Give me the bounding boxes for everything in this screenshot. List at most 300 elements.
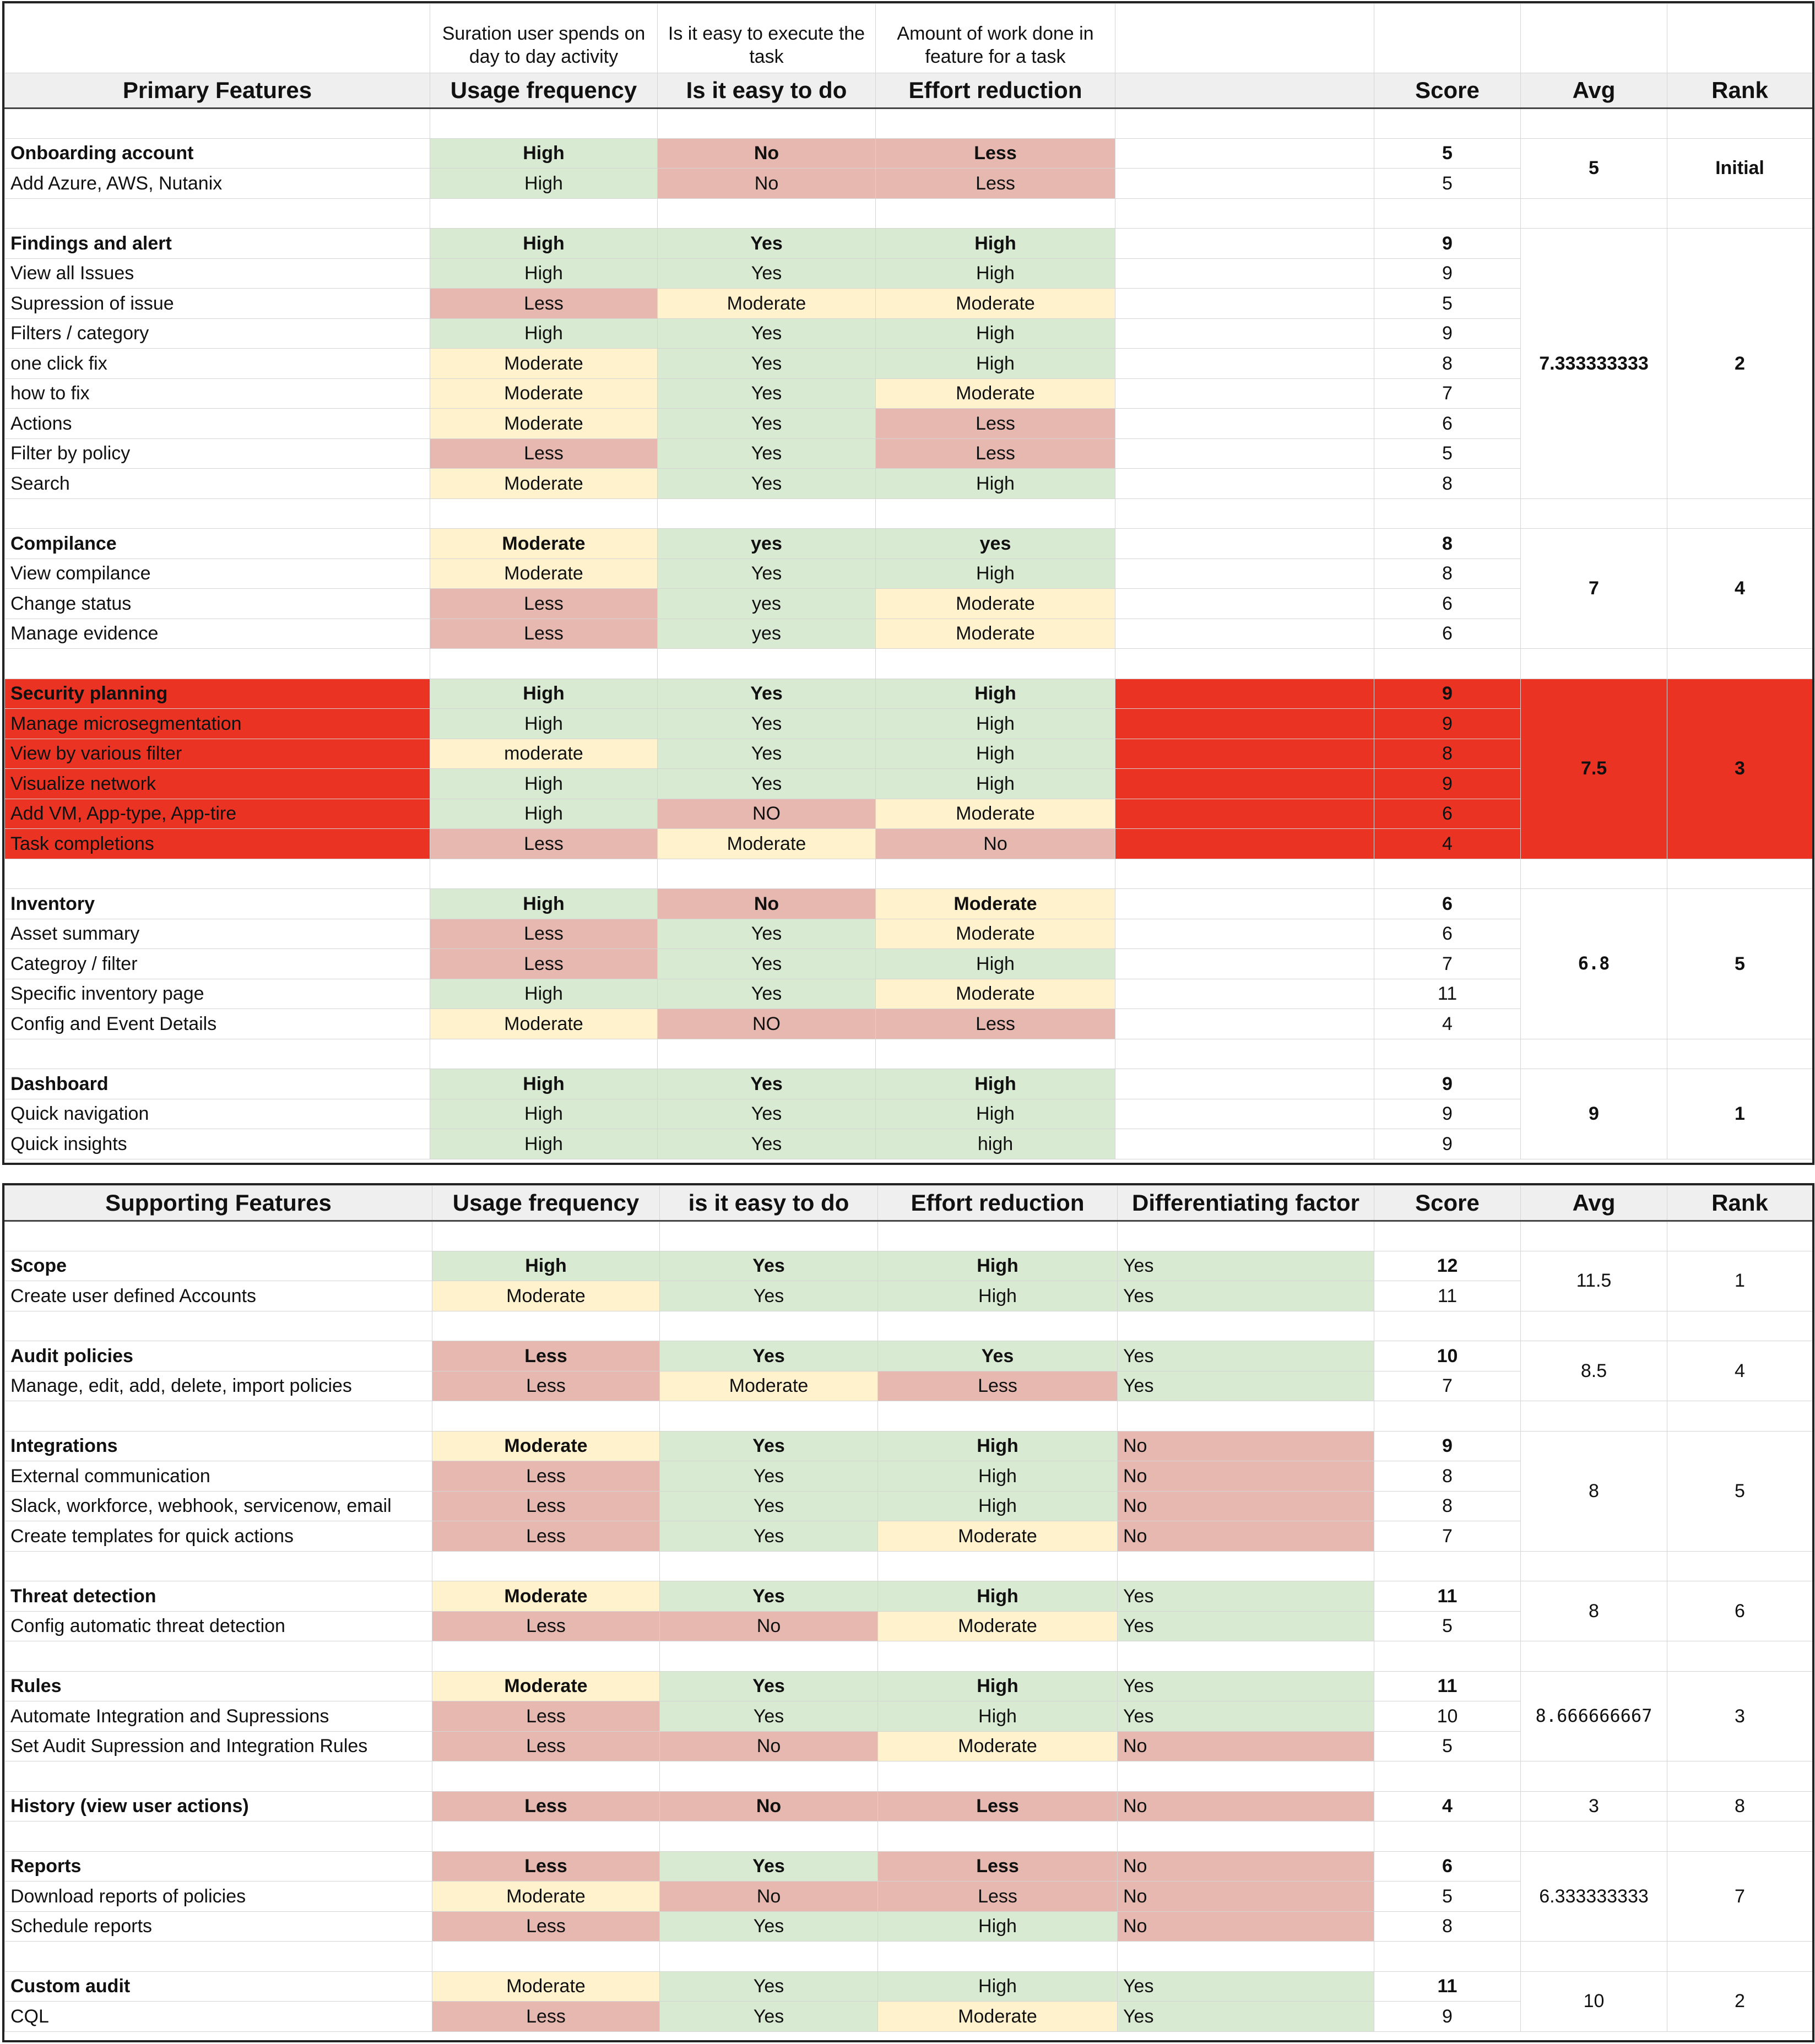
usage-frequency-cell[interactable]: Moderate (430, 559, 658, 589)
effort-reduction-cell[interactable]: High (876, 559, 1115, 589)
effort-reduction-cell[interactable]: Less (878, 1851, 1118, 1882)
empty-cell[interactable] (1667, 1401, 1813, 1432)
empty-cell[interactable] (1115, 258, 1374, 289)
empty-cell[interactable] (1667, 198, 1813, 229)
usage-frequency-cell[interactable]: Less (432, 1461, 660, 1492)
empty-cell[interactable] (1374, 109, 1521, 139)
feature-name[interactable]: Inventory (5, 889, 430, 919)
differentiating-factor-cell[interactable]: No (1118, 1731, 1374, 1761)
feature-name[interactable]: Create user defined Accounts (5, 1281, 432, 1311)
empty-cell[interactable] (658, 109, 876, 139)
usage-frequency-cell[interactable]: Moderate (432, 1882, 660, 1912)
empty-cell[interactable] (1115, 378, 1374, 409)
empty-cell[interactable] (1374, 859, 1521, 889)
empty-cell[interactable] (1667, 1039, 1813, 1069)
avg-cell[interactable]: 6.333333333 (1521, 1851, 1667, 1942)
rank-cell[interactable]: 4 (1667, 1341, 1813, 1401)
effort-reduction-cell[interactable]: Moderate (878, 1731, 1118, 1761)
empty-cell[interactable] (658, 498, 876, 529)
ease-cell[interactable]: Yes (658, 919, 876, 949)
feature-name[interactable]: Visualize network (5, 769, 430, 799)
empty-cell[interactable] (432, 1221, 660, 1251)
feature-name[interactable]: CQL (5, 2002, 432, 2032)
avg-cell[interactable]: 8 (1521, 1581, 1667, 1641)
empty-cell[interactable] (1667, 1551, 1813, 1581)
usage-frequency-cell[interactable]: High (430, 799, 658, 829)
ease-cell[interactable]: Yes (658, 469, 876, 499)
empty-cell[interactable] (1115, 739, 1374, 769)
ease-cell[interactable]: Moderate (660, 1371, 878, 1401)
empty-cell[interactable] (1118, 1761, 1374, 1792)
ease-cell[interactable]: Yes (658, 709, 876, 739)
usage-frequency-cell[interactable]: Moderate (432, 1671, 660, 1701)
ease-cell[interactable]: Yes (660, 2002, 878, 2032)
effort-reduction-cell[interactable]: High (876, 1069, 1115, 1099)
feature-name[interactable]: Reports (5, 1851, 432, 1882)
feature-name[interactable]: Quick navigation (5, 1099, 430, 1129)
ease-cell[interactable]: yes (658, 619, 876, 649)
score-cell[interactable]: 8 (1374, 559, 1521, 589)
effort-reduction-cell[interactable]: Moderate (876, 919, 1115, 949)
empty-cell[interactable] (1115, 979, 1374, 1009)
feature-name[interactable]: Config automatic threat detection (5, 1611, 432, 1641)
empty-cell[interactable] (1667, 649, 1813, 679)
ease-cell[interactable]: Yes (660, 1971, 878, 2002)
effort-reduction-cell[interactable]: Yes (878, 1341, 1118, 1371)
empty-cell[interactable] (1521, 198, 1667, 229)
score-cell[interactable]: 9 (1374, 2002, 1521, 2032)
ease-cell[interactable]: Yes (658, 1069, 876, 1099)
empty-cell[interactable] (1521, 1551, 1667, 1581)
avg-cell[interactable]: 9 (1521, 1069, 1667, 1159)
ease-cell[interactable]: Yes (660, 1281, 878, 1311)
score-cell[interactable]: 5 (1374, 1882, 1521, 1912)
empty-cell[interactable] (1374, 1641, 1521, 1672)
empty-cell[interactable] (1115, 469, 1374, 499)
empty-cell[interactable] (1115, 559, 1374, 589)
empty-cell[interactable] (1374, 198, 1521, 229)
empty-cell[interactable] (1118, 1551, 1374, 1581)
differentiating-factor-cell[interactable]: No (1118, 1882, 1374, 1912)
usage-frequency-cell[interactable]: Less (432, 1701, 660, 1732)
empty-cell[interactable] (1521, 4, 1667, 73)
ease-cell[interactable]: NO (658, 1009, 876, 1039)
empty-cell[interactable] (1115, 529, 1374, 559)
empty-cell[interactable] (5, 4, 430, 73)
usage-frequency-cell[interactable]: Less (430, 949, 658, 979)
feature-name[interactable]: one click fix (5, 349, 430, 379)
rank-cell[interactable]: Initial (1667, 138, 1813, 198)
rank-cell[interactable]: 3 (1667, 1671, 1813, 1761)
rank-cell[interactable]: 2 (1667, 1971, 1813, 2031)
empty-cell[interactable] (658, 198, 876, 229)
effort-reduction-cell[interactable]: Moderate (876, 979, 1115, 1009)
score-cell[interactable]: 9 (1374, 769, 1521, 799)
empty-cell[interactable] (878, 1942, 1118, 1972)
ease-cell[interactable]: Yes (660, 1581, 878, 1612)
empty-cell[interactable] (878, 1551, 1118, 1581)
differentiating-factor-cell[interactable]: No (1118, 1431, 1374, 1461)
column-header[interactable]: Score (1374, 73, 1521, 109)
empty-cell[interactable] (1115, 769, 1374, 799)
empty-cell[interactable] (1521, 859, 1667, 889)
usage-frequency-cell[interactable]: High (430, 318, 658, 349)
feature-name[interactable]: Task completions (5, 829, 430, 859)
empty-cell[interactable] (876, 198, 1115, 229)
effort-reduction-cell[interactable]: High (878, 1701, 1118, 1732)
score-cell[interactable]: 9 (1374, 679, 1521, 709)
empty-cell[interactable] (1667, 498, 1813, 529)
feature-name[interactable]: Set Audit Supression and Integration Rules (5, 1731, 432, 1761)
usage-frequency-cell[interactable]: Moderate (432, 1281, 660, 1311)
usage-frequency-cell[interactable]: Moderate (430, 529, 658, 559)
ease-cell[interactable]: No (658, 169, 876, 199)
rank-cell[interactable]: 6 (1667, 1581, 1813, 1641)
empty-cell[interactable] (5, 498, 430, 529)
empty-cell[interactable] (1115, 859, 1374, 889)
effort-reduction-cell[interactable]: Less (876, 409, 1115, 439)
ease-cell[interactable]: Yes (660, 1521, 878, 1552)
effort-reduction-cell[interactable]: Moderate (876, 589, 1115, 619)
usage-frequency-cell[interactable]: Moderate (432, 1971, 660, 2002)
column-header[interactable]: Effort reduction (876, 73, 1115, 109)
empty-cell[interactable] (1115, 829, 1374, 859)
empty-cell[interactable] (878, 1311, 1118, 1341)
score-cell[interactable]: 11 (1374, 1281, 1521, 1311)
usage-frequency-cell[interactable]: Moderate (430, 409, 658, 439)
avg-cell[interactable]: 8.666666667 (1521, 1671, 1667, 1761)
ease-cell[interactable]: Yes (658, 769, 876, 799)
feature-name[interactable]: Add Azure, AWS, Nutanix (5, 169, 430, 199)
usage-frequency-cell[interactable]: Moderate (430, 349, 658, 379)
empty-cell[interactable] (1521, 1221, 1667, 1251)
usage-frequency-cell[interactable]: Less (430, 619, 658, 649)
ease-cell[interactable]: Yes (660, 1851, 878, 1882)
empty-cell[interactable] (1374, 1311, 1521, 1341)
feature-name[interactable]: Categroy / filter (5, 949, 430, 979)
score-cell[interactable]: 9 (1374, 1129, 1521, 1159)
differentiating-factor-cell[interactable]: Yes (1118, 2002, 1374, 2032)
ease-cell[interactable]: Yes (660, 1491, 878, 1521)
score-cell[interactable]: 9 (1374, 709, 1521, 739)
empty-cell[interactable] (1115, 799, 1374, 829)
usage-frequency-cell[interactable]: High (430, 709, 658, 739)
effort-reduction-cell[interactable]: High (878, 1461, 1118, 1492)
column-description[interactable]: Is it easy to execute the task (658, 4, 876, 73)
rank-cell[interactable]: 8 (1667, 1791, 1813, 1821)
score-cell[interactable]: 6 (1374, 919, 1521, 949)
usage-frequency-cell[interactable]: High (430, 889, 658, 919)
feature-name[interactable]: Audit policies (5, 1341, 432, 1371)
column-description[interactable]: Amount of work done in feature for a task (876, 4, 1115, 73)
empty-cell[interactable] (5, 859, 430, 889)
ease-cell[interactable]: Yes (660, 1461, 878, 1492)
usage-frequency-cell[interactable]: Less (432, 1521, 660, 1552)
avg-cell[interactable]: 8.5 (1521, 1341, 1667, 1401)
usage-frequency-cell[interactable]: High (430, 1129, 658, 1159)
ease-cell[interactable]: Yes (658, 739, 876, 769)
empty-cell[interactable] (1521, 109, 1667, 139)
empty-cell[interactable] (1115, 4, 1374, 73)
empty-cell[interactable] (1521, 1942, 1667, 1972)
effort-reduction-cell[interactable]: Less (878, 1371, 1118, 1401)
avg-cell[interactable]: 11.5 (1521, 1251, 1667, 1311)
feature-name[interactable]: Asset summary (5, 919, 430, 949)
empty-cell[interactable] (432, 1761, 660, 1792)
empty-cell[interactable] (1521, 1641, 1667, 1672)
feature-name[interactable]: Download reports of policies (5, 1882, 432, 1912)
effort-reduction-cell[interactable]: Moderate (878, 2002, 1118, 2032)
feature-name[interactable]: Findings and alert (5, 229, 430, 259)
empty-cell[interactable] (432, 1311, 660, 1341)
empty-cell[interactable] (660, 1821, 878, 1852)
empty-cell[interactable] (660, 1551, 878, 1581)
score-cell[interactable]: 9 (1374, 1069, 1521, 1099)
score-cell[interactable]: 8 (1374, 529, 1521, 559)
ease-cell[interactable]: Yes (658, 349, 876, 379)
empty-cell[interactable] (1521, 1761, 1667, 1792)
effort-reduction-cell[interactable]: Less (876, 1009, 1115, 1039)
score-cell[interactable]: 5 (1374, 138, 1521, 169)
score-cell[interactable]: 4 (1374, 1791, 1521, 1821)
empty-cell[interactable] (1374, 649, 1521, 679)
empty-cell[interactable] (1374, 1821, 1521, 1852)
effort-reduction-cell[interactable]: Moderate (876, 619, 1115, 649)
feature-name[interactable]: Manage, edit, add, delete, import policies (5, 1371, 432, 1401)
ease-cell[interactable]: Yes (658, 229, 876, 259)
score-cell[interactable]: 5 (1374, 438, 1521, 469)
differentiating-factor-cell[interactable]: Yes (1118, 1251, 1374, 1281)
score-cell[interactable]: 5 (1374, 169, 1521, 199)
empty-cell[interactable] (876, 1039, 1115, 1069)
ease-cell[interactable]: Yes (658, 409, 876, 439)
differentiating-factor-cell[interactable]: No (1118, 1491, 1374, 1521)
feature-name[interactable]: Filters / category (5, 318, 430, 349)
feature-name[interactable]: Compilance (5, 529, 430, 559)
ease-cell[interactable]: Yes (658, 438, 876, 469)
score-cell[interactable]: 8 (1374, 739, 1521, 769)
score-cell[interactable]: 8 (1374, 1461, 1521, 1492)
usage-frequency-cell[interactable]: Less (430, 589, 658, 619)
differentiating-factor-cell[interactable]: No (1118, 1521, 1374, 1552)
empty-cell[interactable] (1115, 589, 1374, 619)
empty-cell[interactable] (1115, 289, 1374, 319)
ease-cell[interactable]: Yes (660, 1701, 878, 1732)
feature-name[interactable]: History (view user actions) (5, 1791, 432, 1821)
ease-cell[interactable]: No (660, 1791, 878, 1821)
feature-name[interactable]: Create templates for quick actions (5, 1521, 432, 1552)
rank-cell[interactable]: 2 (1667, 229, 1813, 499)
ease-cell[interactable]: Yes (658, 559, 876, 589)
feature-name[interactable]: View compilance (5, 559, 430, 589)
effort-reduction-cell[interactable]: Moderate (876, 378, 1115, 409)
effort-reduction-cell[interactable]: High (878, 1431, 1118, 1461)
empty-cell[interactable] (1115, 349, 1374, 379)
usage-frequency-cell[interactable]: High (430, 258, 658, 289)
empty-cell[interactable] (430, 649, 658, 679)
column-description[interactable]: Suration user spends on day to day activity (430, 4, 658, 73)
effort-reduction-cell[interactable]: High (878, 1281, 1118, 1311)
effort-reduction-cell[interactable]: High (876, 469, 1115, 499)
empty-cell[interactable] (1521, 1311, 1667, 1341)
effort-reduction-cell[interactable]: yes (876, 529, 1115, 559)
effort-reduction-cell[interactable]: High (878, 1971, 1118, 2002)
score-cell[interactable]: 9 (1374, 1099, 1521, 1129)
effort-reduction-cell[interactable]: High (876, 229, 1115, 259)
column-header[interactable]: Usage frequency (430, 73, 658, 109)
empty-cell[interactable] (432, 1821, 660, 1852)
feature-name[interactable]: Actions (5, 409, 430, 439)
score-cell[interactable]: 10 (1374, 1701, 1521, 1732)
usage-frequency-cell[interactable]: High (430, 979, 658, 1009)
score-cell[interactable]: 6 (1374, 619, 1521, 649)
empty-cell[interactable] (432, 1551, 660, 1581)
effort-reduction-cell[interactable]: Moderate (876, 289, 1115, 319)
effort-reduction-cell[interactable]: High (876, 949, 1115, 979)
rank-cell[interactable]: 3 (1667, 679, 1813, 859)
empty-cell[interactable] (1374, 1221, 1521, 1251)
differentiating-factor-cell[interactable]: Yes (1118, 1581, 1374, 1612)
differentiating-factor-cell[interactable]: No (1118, 1911, 1374, 1942)
score-cell[interactable]: 6 (1374, 799, 1521, 829)
avg-cell[interactable]: 6.8 (1521, 889, 1667, 1039)
empty-cell[interactable] (658, 859, 876, 889)
empty-cell[interactable] (1115, 889, 1374, 919)
usage-frequency-cell[interactable]: Less (430, 289, 658, 319)
ease-cell[interactable]: Yes (660, 1341, 878, 1371)
empty-cell[interactable] (1115, 649, 1374, 679)
empty-cell[interactable] (876, 498, 1115, 529)
empty-cell[interactable] (878, 1641, 1118, 1672)
avg-cell[interactable]: 8 (1521, 1431, 1667, 1551)
avg-cell[interactable]: 5 (1521, 138, 1667, 198)
score-cell[interactable]: 11 (1374, 1971, 1521, 2002)
empty-cell[interactable] (5, 198, 430, 229)
empty-cell[interactable] (1374, 1761, 1521, 1792)
empty-cell[interactable] (1115, 498, 1374, 529)
feature-name[interactable]: Automate Integration and Supressions (5, 1701, 432, 1732)
feature-name[interactable]: View by various filter (5, 739, 430, 769)
usage-frequency-cell[interactable]: Less (432, 1851, 660, 1882)
ease-cell[interactable]: Yes (660, 1671, 878, 1701)
effort-reduction-cell[interactable]: High (878, 1491, 1118, 1521)
empty-cell[interactable] (1118, 1221, 1374, 1251)
score-cell[interactable]: 11 (1374, 1671, 1521, 1701)
effort-reduction-cell[interactable]: High (876, 739, 1115, 769)
column-header[interactable]: Effort reduction (878, 1186, 1118, 1221)
score-cell[interactable]: 4 (1374, 1009, 1521, 1039)
effort-reduction-cell[interactable]: Moderate (878, 1521, 1118, 1552)
empty-cell[interactable] (1521, 1401, 1667, 1432)
empty-cell[interactable] (660, 1641, 878, 1672)
feature-name[interactable]: Schedule reports (5, 1911, 432, 1942)
empty-cell[interactable] (1115, 169, 1374, 199)
empty-cell[interactable] (876, 109, 1115, 139)
avg-cell[interactable]: 3 (1521, 1791, 1667, 1821)
empty-cell[interactable] (1115, 318, 1374, 349)
empty-cell[interactable] (5, 1821, 432, 1852)
rank-cell[interactable]: 7 (1667, 1851, 1813, 1942)
usage-frequency-cell[interactable]: High (430, 679, 658, 709)
empty-cell[interactable] (1521, 1039, 1667, 1069)
rank-cell[interactable]: 1 (1667, 1069, 1813, 1159)
effort-reduction-cell[interactable]: High (876, 258, 1115, 289)
empty-cell[interactable] (432, 1942, 660, 1972)
ease-cell[interactable]: Yes (658, 1099, 876, 1129)
effort-reduction-cell[interactable]: Moderate (878, 1611, 1118, 1641)
feature-name[interactable]: Change status (5, 589, 430, 619)
feature-name[interactable]: Supression of issue (5, 289, 430, 319)
effort-reduction-cell[interactable]: High (878, 1911, 1118, 1942)
usage-frequency-cell[interactable]: Moderate (430, 469, 658, 499)
score-cell[interactable]: 7 (1374, 378, 1521, 409)
feature-name[interactable]: Integrations (5, 1431, 432, 1461)
usage-frequency-cell[interactable]: moderate (430, 739, 658, 769)
empty-cell[interactable] (1667, 1311, 1813, 1341)
differentiating-factor-cell[interactable]: Yes (1118, 1341, 1374, 1371)
effort-reduction-cell[interactable]: High (876, 709, 1115, 739)
ease-cell[interactable]: No (658, 889, 876, 919)
effort-reduction-cell[interactable]: high (876, 1129, 1115, 1159)
empty-cell[interactable] (1667, 1942, 1813, 1972)
usage-frequency-cell[interactable]: High (430, 769, 658, 799)
usage-frequency-cell[interactable]: Less (432, 1731, 660, 1761)
ease-cell[interactable]: Yes (658, 1129, 876, 1159)
empty-cell[interactable] (1115, 1009, 1374, 1039)
usage-frequency-cell[interactable]: Less (432, 1491, 660, 1521)
effort-reduction-cell[interactable]: High (876, 349, 1115, 379)
usage-frequency-cell[interactable]: High (430, 1099, 658, 1129)
score-cell[interactable]: 8 (1374, 469, 1521, 499)
empty-cell[interactable] (1115, 1099, 1374, 1129)
feature-name[interactable]: Rules (5, 1671, 432, 1701)
ease-cell[interactable]: Moderate (658, 829, 876, 859)
feature-name[interactable]: Manage evidence (5, 619, 430, 649)
effort-reduction-cell[interactable]: Less (876, 169, 1115, 199)
ease-cell[interactable]: Yes (658, 378, 876, 409)
empty-cell[interactable] (1115, 229, 1374, 259)
ease-cell[interactable]: yes (658, 529, 876, 559)
differentiating-factor-cell[interactable]: Yes (1118, 1611, 1374, 1641)
empty-cell[interactable] (878, 1221, 1118, 1251)
usage-frequency-cell[interactable]: Less (432, 1911, 660, 1942)
feature-name[interactable]: External communication (5, 1461, 432, 1492)
ease-cell[interactable]: No (658, 138, 876, 169)
column-header[interactable]: Rank (1667, 73, 1813, 109)
differentiating-factor-cell[interactable]: Yes (1118, 1701, 1374, 1732)
empty-cell[interactable] (430, 859, 658, 889)
empty-cell[interactable] (1115, 1069, 1374, 1099)
ease-cell[interactable]: Yes (658, 679, 876, 709)
ease-cell[interactable]: No (660, 1611, 878, 1641)
empty-cell[interactable] (1374, 1551, 1521, 1581)
empty-cell[interactable] (1521, 649, 1667, 679)
feature-name[interactable]: Threat detection (5, 1581, 432, 1612)
empty-cell[interactable] (1118, 1942, 1374, 1972)
feature-name[interactable]: View all Issues (5, 258, 430, 289)
usage-frequency-cell[interactable]: Less (432, 1791, 660, 1821)
usage-frequency-cell[interactable]: High (430, 138, 658, 169)
empty-cell[interactable] (1374, 4, 1521, 73)
differentiating-factor-cell[interactable]: Yes (1118, 1671, 1374, 1701)
usage-frequency-cell[interactable]: Moderate (432, 1581, 660, 1612)
usage-frequency-cell[interactable]: Less (430, 919, 658, 949)
rank-cell[interactable]: 5 (1667, 1431, 1813, 1551)
feature-name[interactable]: Dashboard (5, 1069, 430, 1099)
empty-cell[interactable] (1115, 709, 1374, 739)
effort-reduction-cell[interactable]: Less (878, 1791, 1118, 1821)
empty-cell[interactable] (1118, 1641, 1374, 1672)
